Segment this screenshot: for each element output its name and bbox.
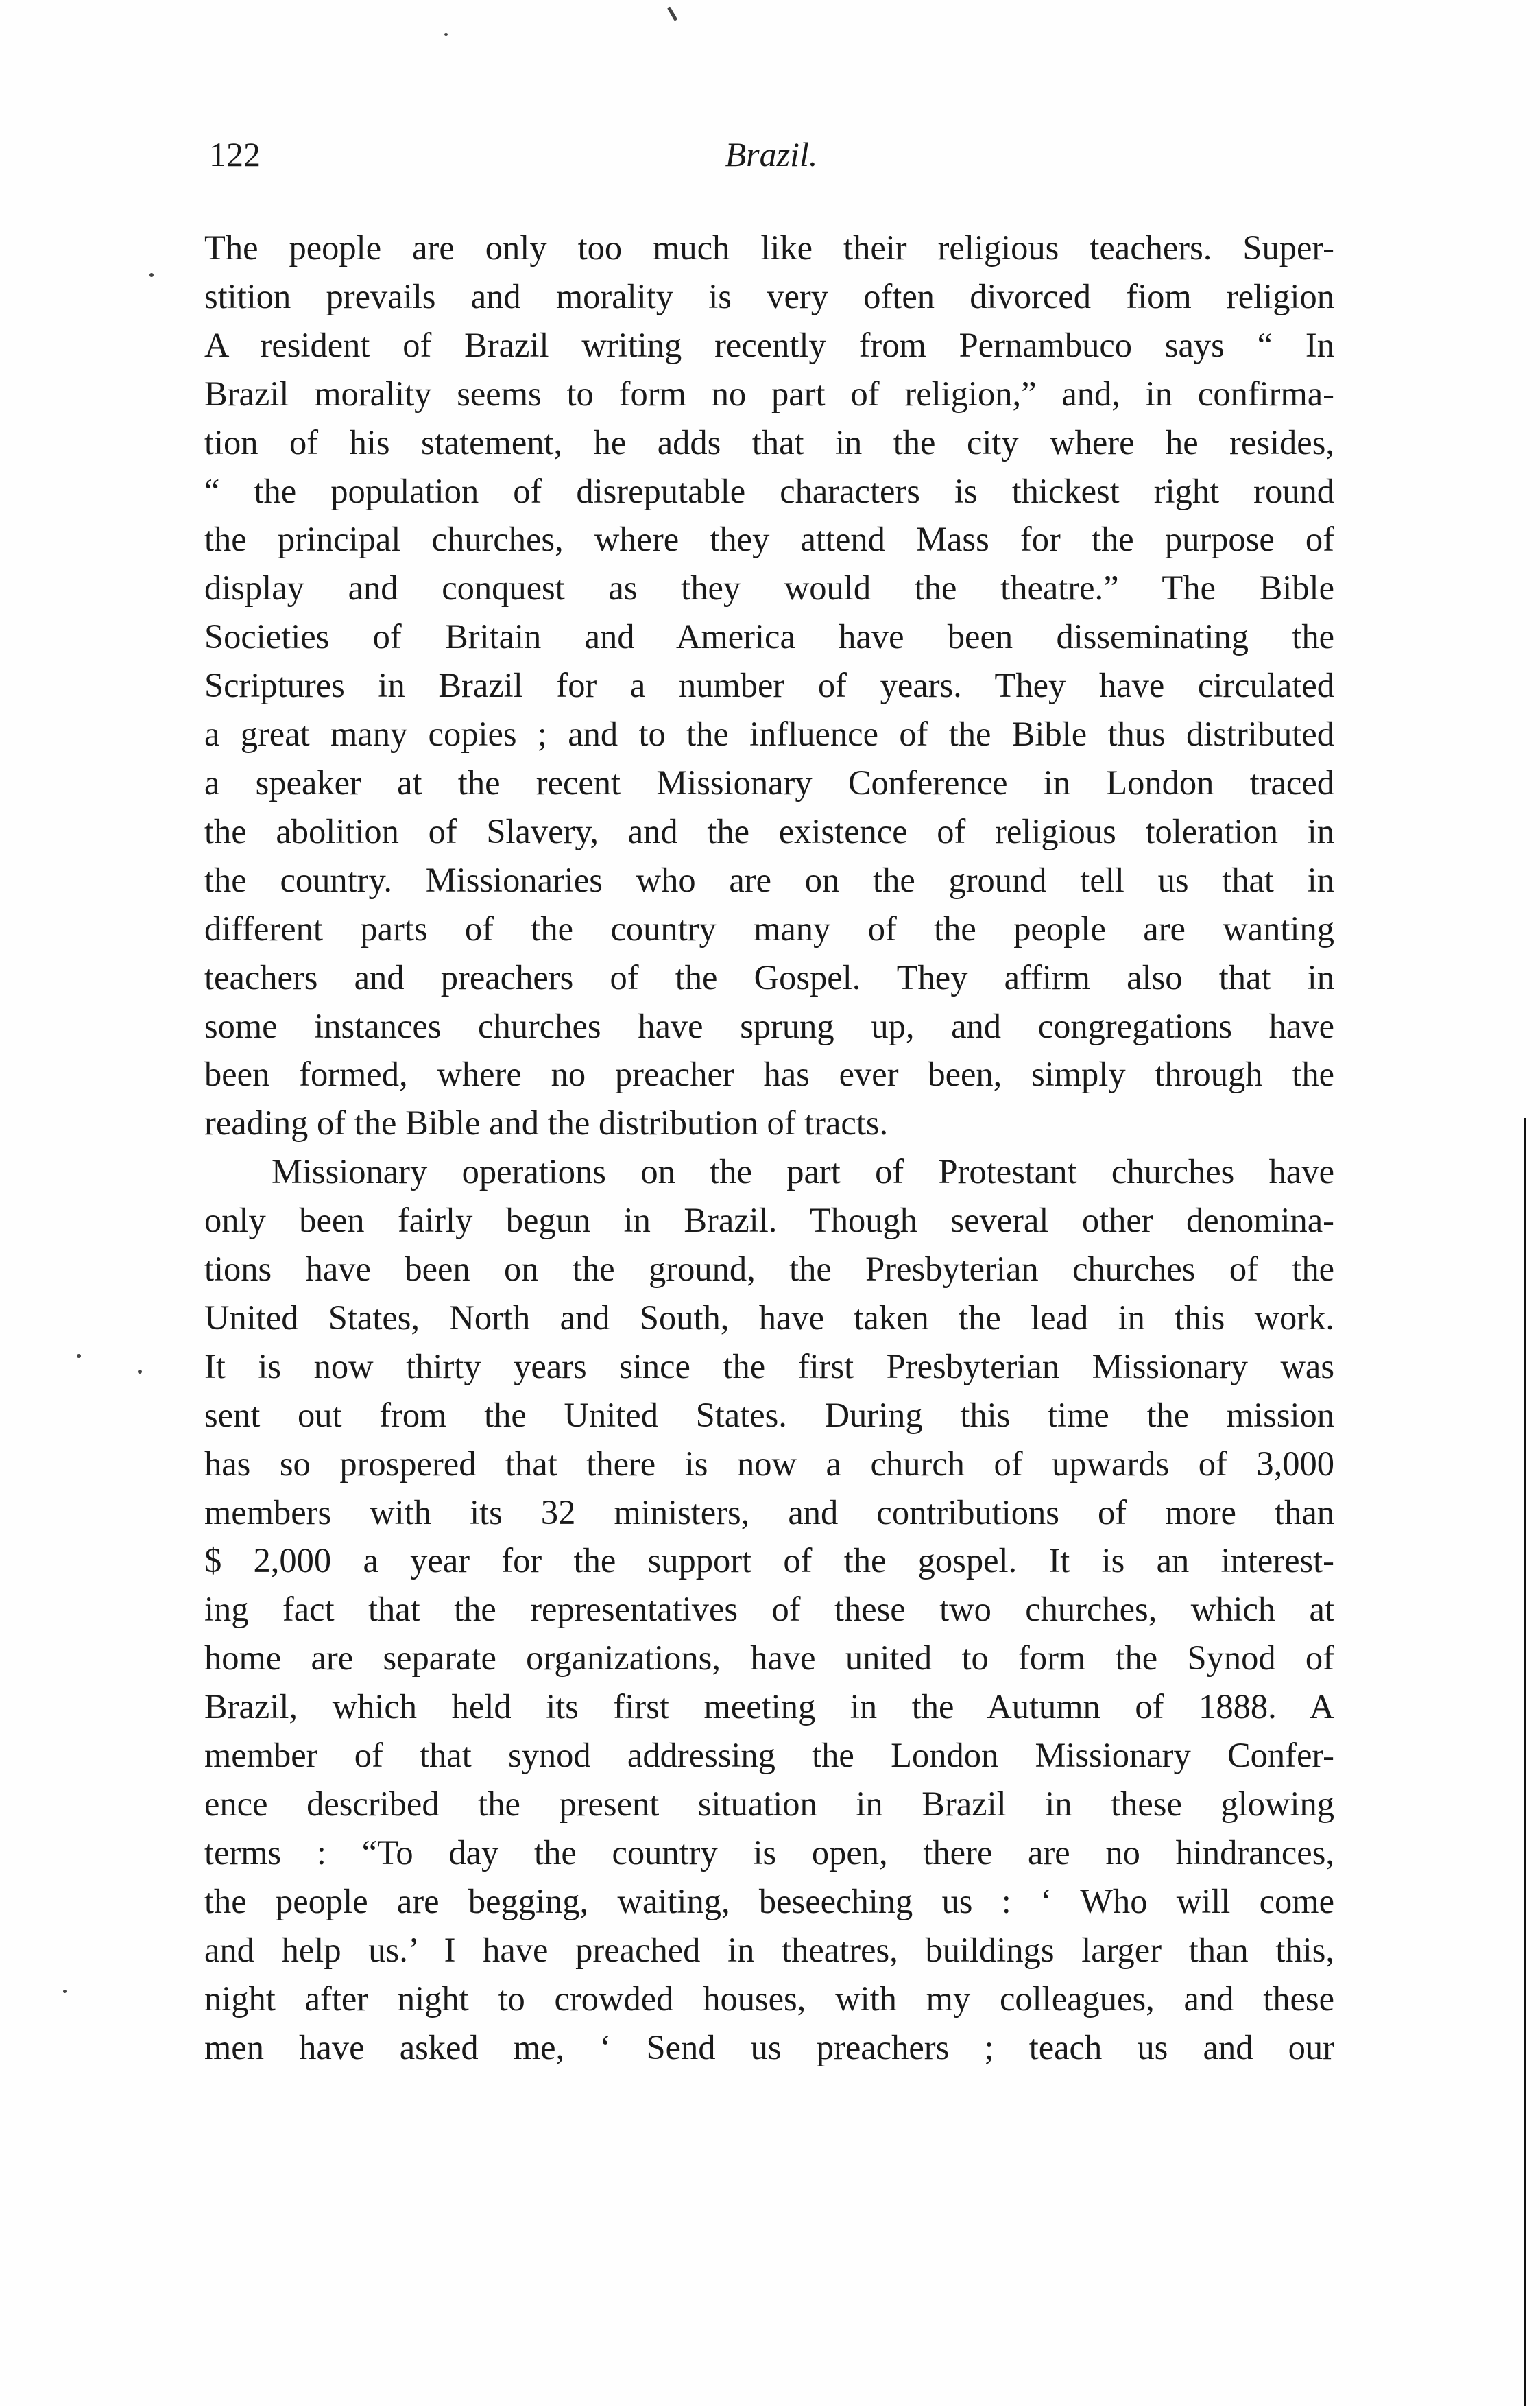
text-line: Missionary operations on the part of Protestant churches have [272,1152,1334,1191]
text-line: member of that synod addressing the London Missionary Confer- [204,1736,1334,1775]
text-line: tions have been on the ground, the Presbyterian churches of the [204,1250,1334,1289]
text-line: only been fairly begun in Brazil. Though several other denomina- [204,1201,1334,1240]
scan-speck [444,33,448,36]
paragraph [204,1147,1334,2071]
page-header [209,130,1334,185]
text-line: members with its 32 ministers, and contributions of more than [204,1492,1334,1532]
text-line: tion of his statement, he adds that in the city where he resides, [204,422,1334,462]
text-line: sent out from the United States. During this time the mission [204,1395,1334,1434]
running-head: Brazil. [725,135,818,174]
text-line: some instances churches have sprung up, and congregations have [204,1006,1334,1045]
text-line: ence described the present situation in Brazil in these glowing [204,1785,1334,1823]
text-line: “ the population of disreputable characters is thickest right round [204,471,1334,510]
text-line: Brazil, which held its first meeting in the Autumn of 1888. A [204,1687,1334,1726]
text-line: the people are begging, waiting, beseeching us : ‘ Who will come [204,1881,1334,1920]
scan-speck [138,1370,142,1374]
text-line: display and conquest as they would the theatre.” The Bible [204,569,1334,608]
text-line: the country. Missionaries who are on the ground tell us that in [204,860,1334,899]
text-line: the principal churches, where they attend Mass for the purpose of [204,520,1334,559]
text-line: $ 2,000 a year for the support of the gospel. It is an interest- [204,1541,1334,1580]
text-line: A resident of Brazil writing recently from Pernambuco says “ In [204,325,1334,364]
text-line: a great many copies ; and to the influence of the Bible thus distributed [204,715,1334,754]
text-line: Societies of Britain and America have been disseminating the [204,617,1334,656]
text-line: a speaker at the recent Missionary Conference in London traced [204,763,1334,802]
scan-speck [63,1990,67,1993]
text-line: ing fact that the representatives of these two churches, which at [204,1590,1334,1629]
paragraph [204,224,1334,1147]
text-line: men have asked me, ‘ Send us preachers ; teach us and our [204,2027,1334,2066]
text-line: the abolition of Slavery, and the existence of religious toleration in [204,811,1334,850]
margin-rule [1524,1118,1526,2406]
text-line: and help us.’ I have preached in theatres, buildings larger than this, [204,1930,1334,1969]
scan-speck [149,273,154,277]
text-line: reading of the Bible and the distribution of tracts. [204,1104,889,1143]
body-text [204,224,1334,2071]
text-line: Scriptures in Brazil for a number of years. They have circulated [204,666,1334,705]
scan-speck [77,1354,81,1358]
text-line: different parts of the country many of the people are wanting [204,909,1334,948]
text-line: The people are only too much like their religious teachers. Super- [204,228,1334,267]
text-line: United States, North and South, have taken the lead in this work. [204,1298,1334,1337]
text-line: home are separate organizations, have united to form the Synod of [204,1639,1334,1678]
text-line: It is now thirty years since the first Presbyterian Missionary was [204,1346,1334,1385]
scan-speck [667,6,677,21]
text-line: night after night to crowded houses, with my colleagues, and these [204,1979,1334,2018]
text-line: stition prevails and morality is very often divorced fiom religion [204,276,1334,315]
text-line: Brazil morality seems to form no part of religion,” and, in confirma- [204,374,1334,413]
page-number: 122 [209,135,261,174]
text-line: has so prospered that there is now a church of upwards of 3,000 [204,1444,1334,1483]
text-line: been formed, where no preacher has ever been, simply through the [204,1055,1334,1094]
text-line: terms : “To day the country is open, there are no hindrances, [204,1833,1334,1872]
text-line: teachers and preachers of the Gospel. They affirm also that in [204,957,1334,997]
